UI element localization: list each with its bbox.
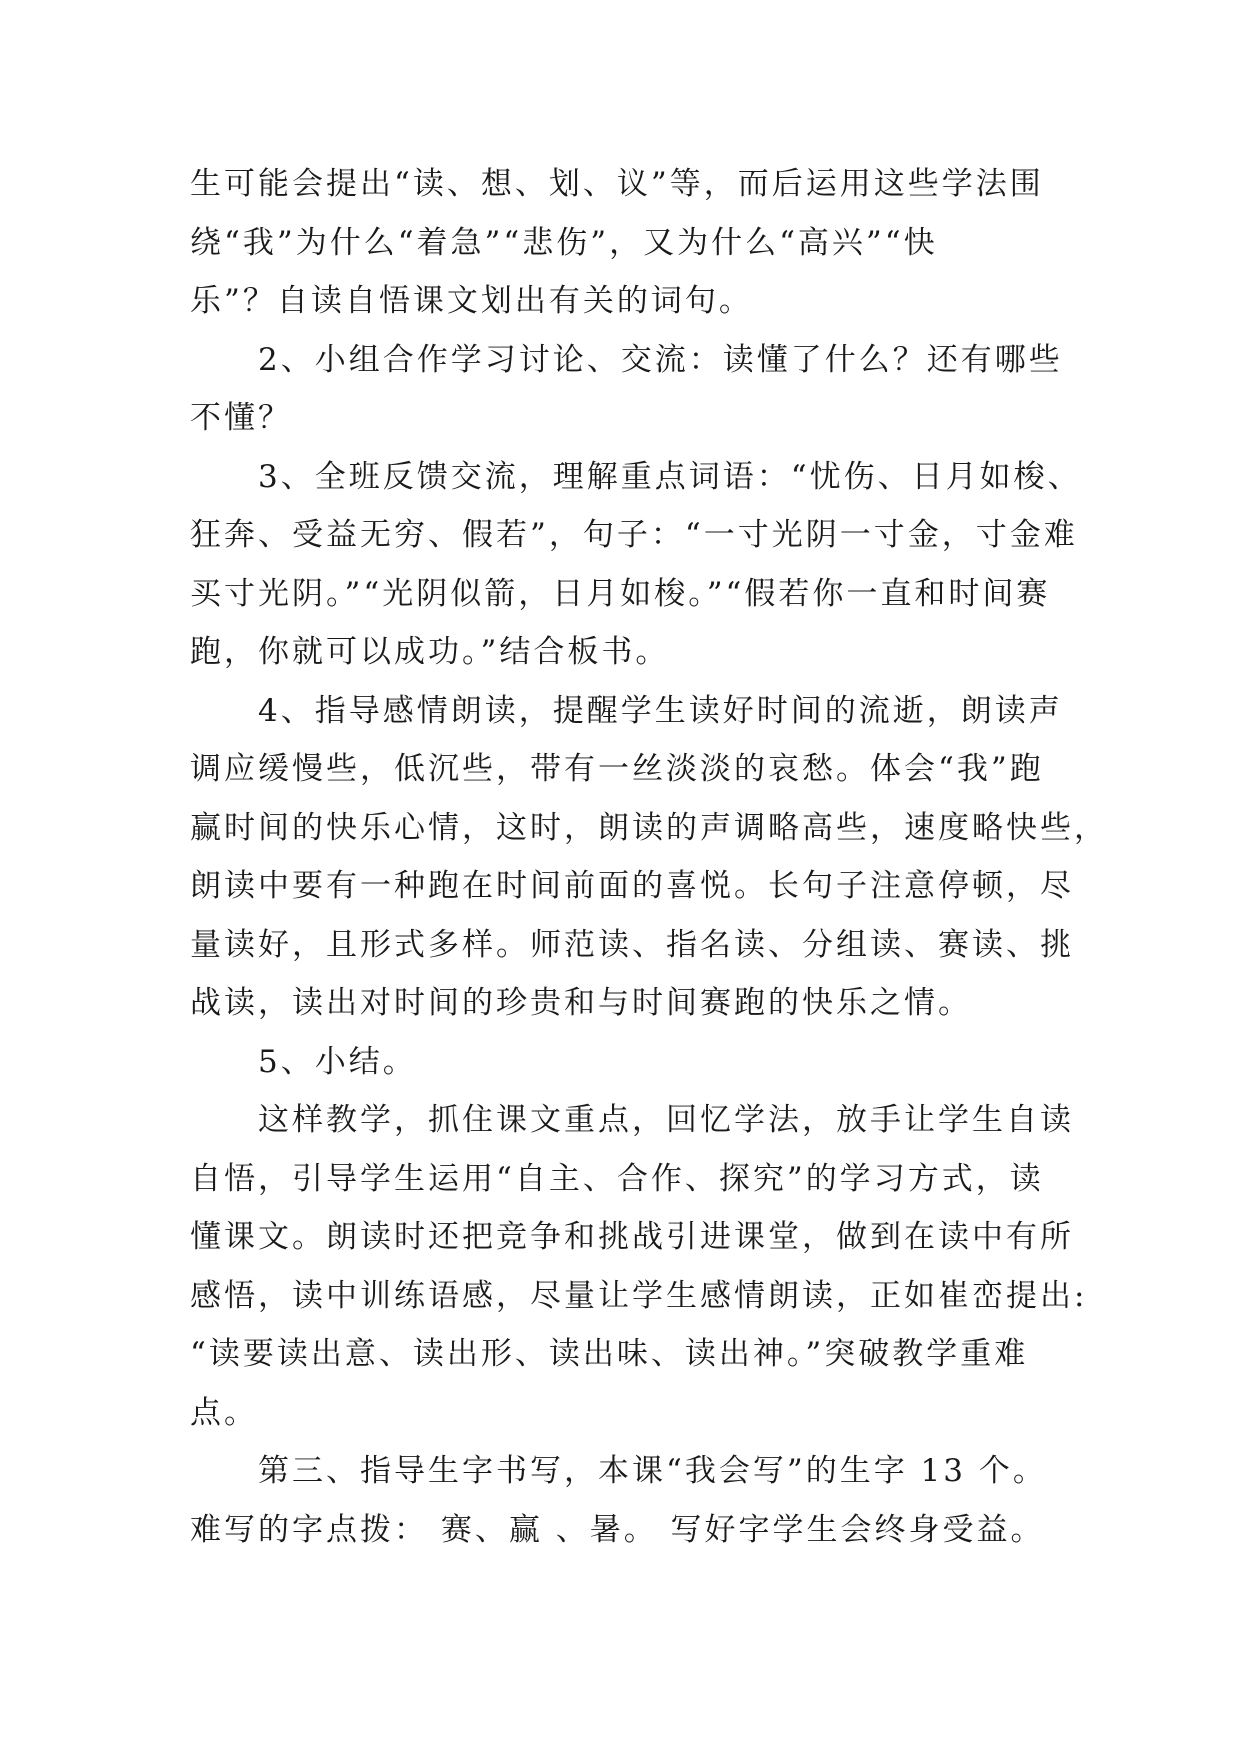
text-line: 战读，读出对时间的珍贵和与时间赛跑的快乐之情。 xyxy=(190,985,972,1021)
text-line: 难写的字点拨： 赛、赢 、暑。 写好字学生会终身受益。 xyxy=(190,1511,1045,1548)
text-line: “读要读出意、读出形、读出味、读出神。”突破教学重难 xyxy=(190,1336,1029,1372)
document-body xyxy=(190,155,1108,1559)
text-line: 跑，你就可以成功。”结合板书。 xyxy=(190,634,670,670)
text-line: 5、小结。 xyxy=(190,1043,417,1080)
text-line: 调应缓慢些，低沉些，带有一丝淡淡的哀愁。体会“我”跑 xyxy=(190,751,1044,787)
text-line: 2、小组合作学习讨论、交流：读懂了什么？还有哪些 xyxy=(190,341,1063,378)
text-line: 懂课文。朗读时还把竞争和挑战引进课堂，做到在读中有所 xyxy=(190,1219,1074,1255)
text-line: 自悟，引导学生运用“自主、合作、探究”的学习方式，读 xyxy=(190,1160,1044,1197)
text-line: 赢时间的快乐心情，这时，朗读的声调略高些，速度略快些， xyxy=(190,809,1108,846)
text-line: 生可能会提出“读、想、划、议”等，而后运用这些学法围 xyxy=(190,166,1044,202)
text-line: 4、指导感情朗读，提醒学生读好时间的流逝，朗读声 xyxy=(190,692,1063,729)
text-line: 点。 xyxy=(190,1394,258,1431)
text-line: 第三、指导生字书写，本课“我会写”的生字 13 个。 xyxy=(190,1453,1047,1489)
text-line: 绕“我”为什么“着急”“悲伤”，又为什么“高兴”“快 xyxy=(190,224,938,261)
text-line: 狂奔、受益无穷、假若”，句子：“一寸光阴一寸金，寸金难 xyxy=(190,517,1078,553)
text-line: 朗读中要有一种跑在时间前面的喜悦。长句子注意停顿，尽 xyxy=(190,868,1074,904)
text-line: 乐”？自读自悟课文划出有关的词句。 xyxy=(190,283,753,319)
text-line: 3、全班反馈交流，理解重点词语：“忧伤、日月如梭、 xyxy=(190,458,1082,495)
text-line: 感悟，读中训练语感，尽量让学生感情朗读，正如崔峦提出: xyxy=(190,1277,1088,1314)
text-line: 量读好，且形式多样。师范读、指名读、分组读、赛读、挑 xyxy=(190,926,1074,963)
text-line: 不懂？ xyxy=(190,400,292,436)
text-line: 这样教学，抓住课文重点，回忆学法，放手让学生自读 xyxy=(190,1102,1074,1138)
text-line: 买寸光阴。”“光阴似箭，日月如梭。”“假若你一直和时间赛 xyxy=(190,575,1051,612)
